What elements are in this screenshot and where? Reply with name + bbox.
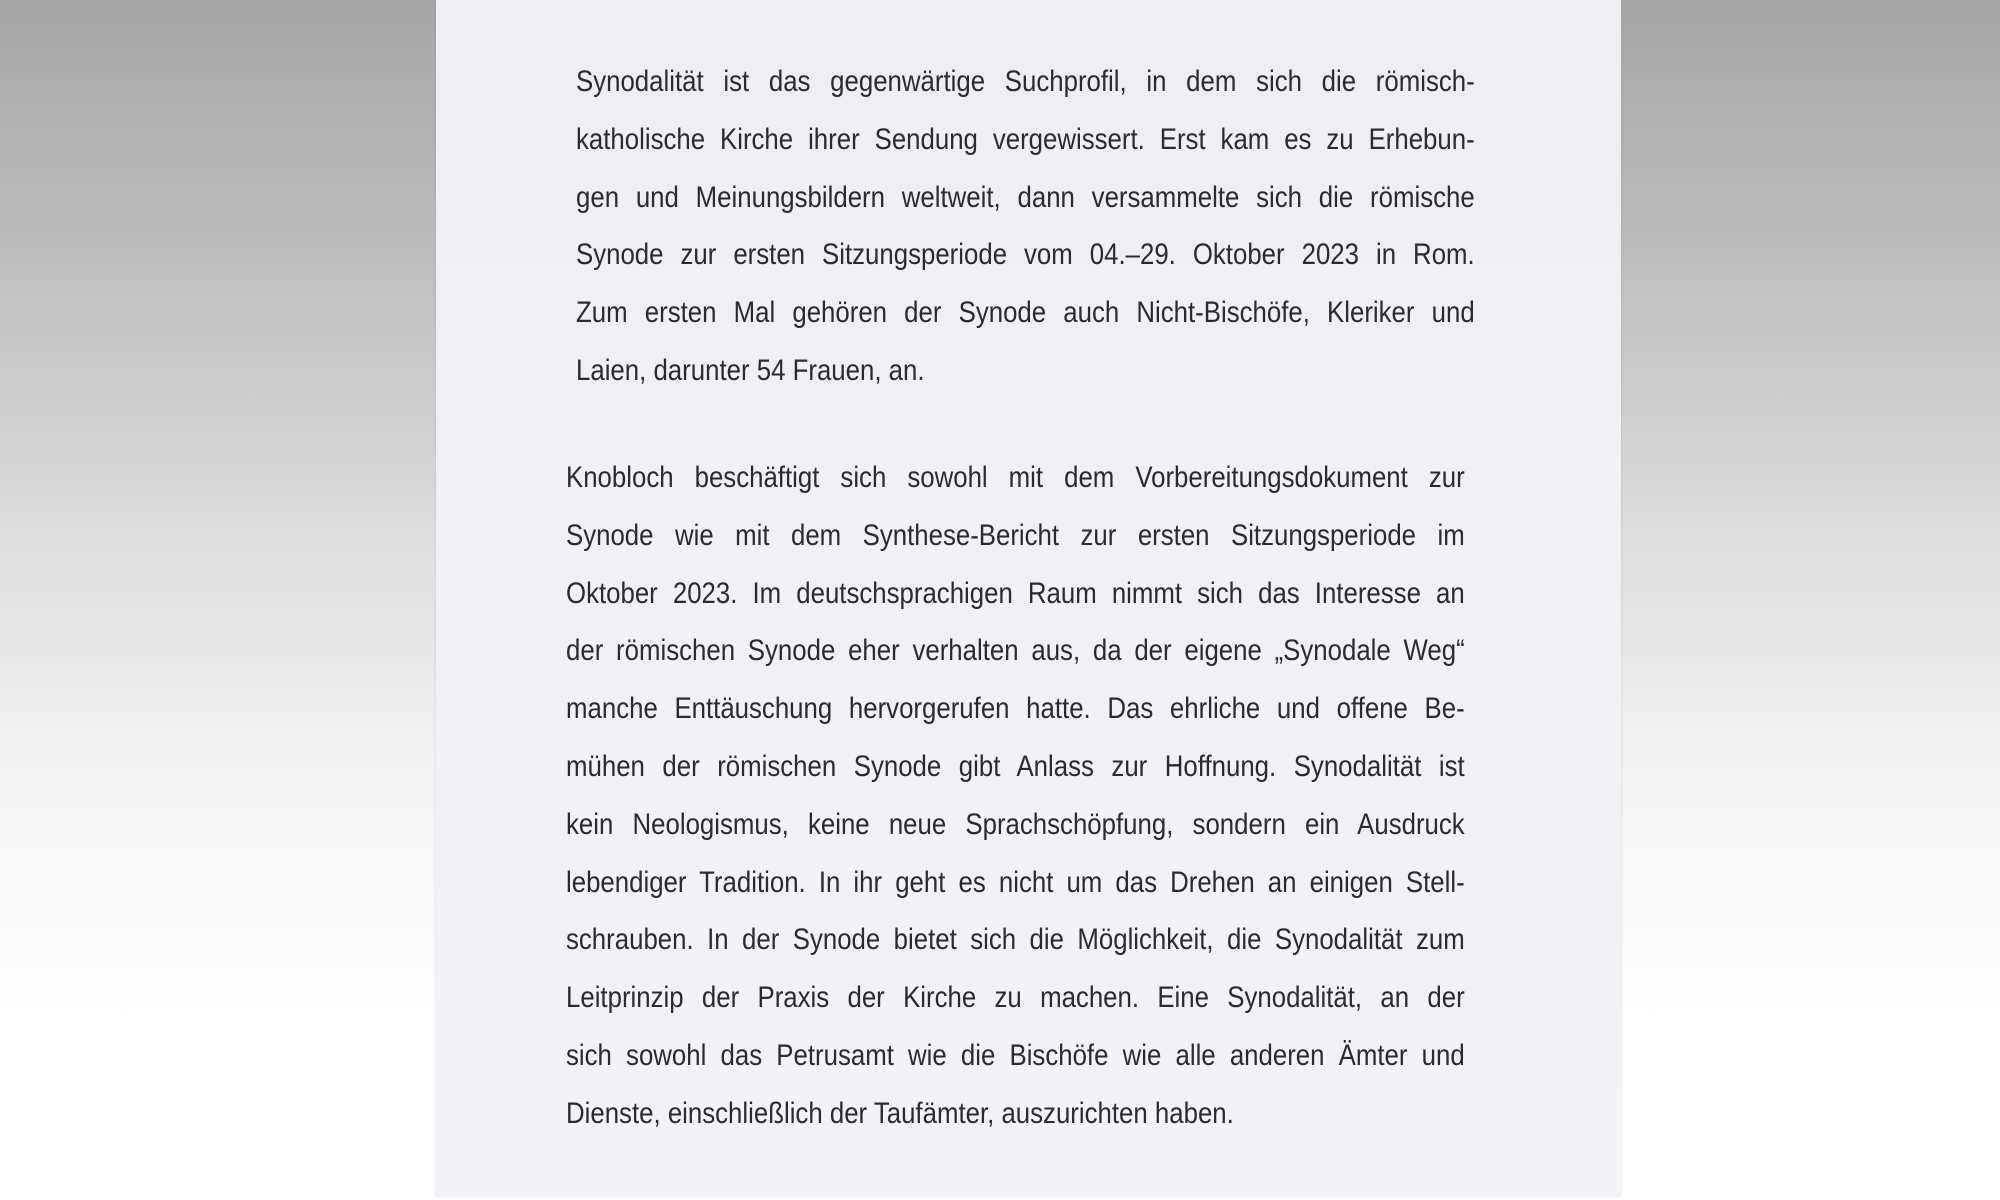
paragraph-2-line: mühen der römischen Synode gibt Anlass zur Hoffnung. Synodalität ist	[566, 749, 1465, 783]
paragraph-1	[576, 53, 1476, 400]
paragraph-2-line: manche Enttäuschung hervorgerufen hatte. Das ehrliche und offene Be-	[566, 692, 1465, 726]
book-page	[436, 0, 1621, 1196]
paragraph-1-line: Laien, darunter 54 Frauen, an.	[576, 353, 925, 387]
paragraph-1-line: Synode zur ersten Sitzungsperiode vom 04.–29. Oktober 2023 in Rom.	[576, 238, 1475, 272]
paragraph-2-line: Dienste, einschließlich der Taufämter, auszurichten haben.	[566, 1096, 1234, 1130]
paragraph-1-line: Zum ersten Mal gehören der Synode auch Nicht-Bischöfe, Kleriker und	[576, 296, 1475, 330]
paragraph-2-line: lebendiger Tradition. In ihr geht es nicht um das Drehen an einigen Stell-	[566, 865, 1465, 899]
paragraph-2-line: sich sowohl das Petrusamt wie die Bischöfe wie alle anderen Ämter und	[566, 1038, 1465, 1072]
paragraph-1-line: gen und Meinungsbildern weltweit, dann versammelte sich die römische	[576, 180, 1475, 214]
paragraph-2-line: Knobloch beschäftigt sich sowohl mit dem Vorbereitungsdokument zur	[566, 461, 1465, 494]
paragraph-2-line: Leitprinzip der Praxis der Kirche zu machen. Eine Synodalität, an der	[566, 981, 1465, 1015]
paragraph-2-line: Synode wie mit dem Synthese-Bericht zur ersten Sitzungsperiode im	[566, 518, 1465, 552]
paragraph-2	[566, 449, 1466, 1143]
paragraph-1-line: katholische Kirche ihrer Sendung vergewissert. Erst kam es zu Erhebun-	[576, 122, 1475, 156]
paragraph-2-line: der römischen Synode eher verhalten aus, da der eigene „Synodale Weg“	[566, 634, 1465, 668]
paragraph-2-line: Oktober 2023. Im deutschsprachigen Raum nimmt sich das Interesse an	[566, 576, 1465, 610]
paragraph-2-line: schrauben. In der Synode bietet sich die Möglichkeit, die Synodalität zum	[566, 923, 1465, 957]
paragraph-1-line: Synodalität ist das gegenwärtige Suchprofil, in dem sich die römisch-	[576, 65, 1475, 98]
paragraph-2-line: kein Neologismus, keine neue Sprachschöpfung, sondern ein Ausdruck	[566, 807, 1465, 841]
